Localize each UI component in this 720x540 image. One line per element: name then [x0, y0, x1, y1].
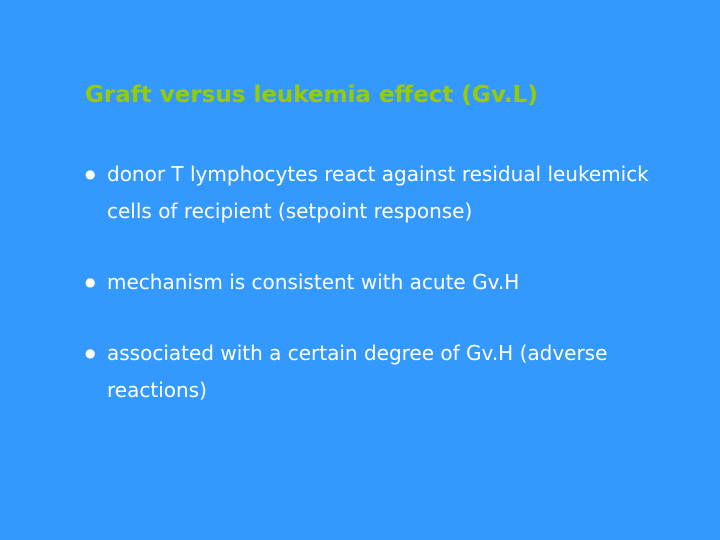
- bullet-item-donor-t-lymphocytes: [85, 156, 685, 230]
- bullet-icon: ●: [85, 346, 96, 360]
- bullet-list: [85, 156, 685, 409]
- bullet-icon: ●: [85, 167, 96, 181]
- bullet-item-associated: [85, 335, 685, 409]
- slide-title: Graft versus leukemia effect (Gv.L): [85, 82, 538, 108]
- bullet-text: associated with a certain degree of Gv.H (adverse reactions): [107, 341, 608, 402]
- bullet-text: donor T lymphocytes react against residual leukemick cells of recipient (setpoint response): [107, 162, 649, 223]
- bullet-text: mechanism is consistent with acute Gv.H: [107, 270, 520, 294]
- bullet-icon: ●: [85, 275, 96, 289]
- bullet-item-mechanism: [85, 264, 685, 301]
